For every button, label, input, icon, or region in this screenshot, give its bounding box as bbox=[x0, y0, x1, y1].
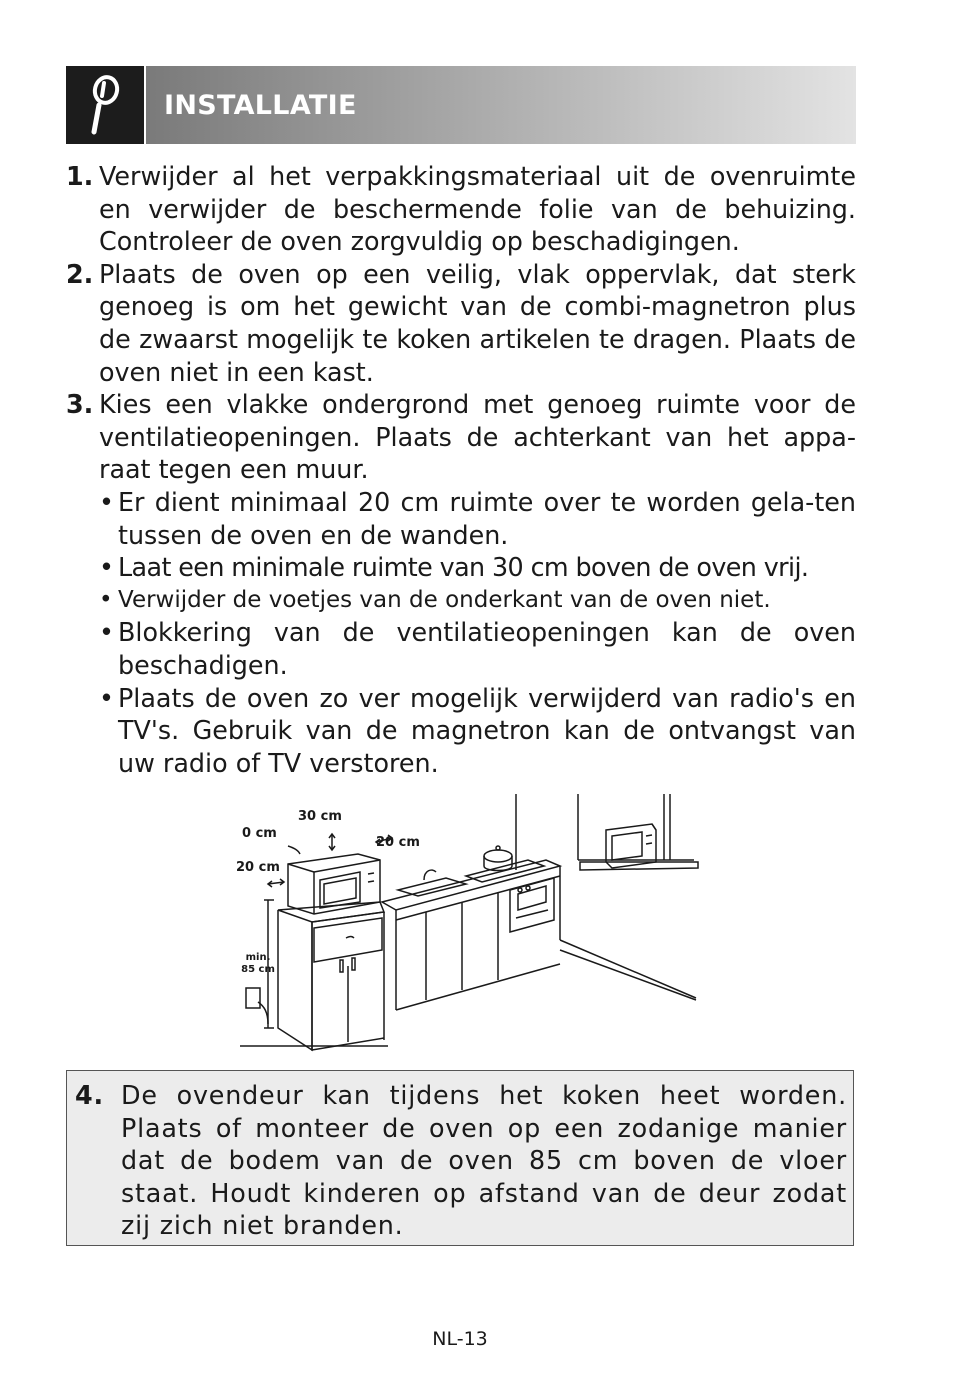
height-label-line2: 85 cm bbox=[241, 964, 275, 975]
step-1 bbox=[66, 160, 856, 258]
bullet-text: Blokkering van de ventilatieopeningen kan de oven beschadigen. bbox=[118, 617, 856, 680]
bullet-text: Verwijder de voetjes van de onderkant van de oven niet. bbox=[118, 586, 771, 613]
dimension-label-height bbox=[238, 952, 278, 976]
warning-note bbox=[75, 1079, 847, 1242]
bullet-text: Plaats de oven zo ver mogelijk verwijderd van radio's en TV's. Gebruik van de magnetron kan de ontvangst van uw radio of TV verstoren. bbox=[118, 682, 856, 778]
step-text: Verwijder al het verpakkingsmateriaal uit de ovenruimte en verwijder de beschermende folie van de behuizing. Controleer de oven zorgvuldig op beschadigingen. bbox=[99, 161, 856, 257]
step-number: 2. bbox=[66, 258, 94, 289]
dimension-label-left: 20 cm bbox=[236, 860, 280, 875]
bullet-symbol: • bbox=[99, 486, 114, 517]
instruction-list bbox=[66, 160, 856, 779]
page-number: NL-13 bbox=[432, 1328, 488, 1350]
bullet-item bbox=[66, 486, 856, 551]
bullet-item bbox=[66, 616, 856, 681]
dimension-label-right: 20 cm bbox=[376, 835, 420, 850]
kitchen-drawing bbox=[228, 790, 708, 1052]
warning-note-box bbox=[66, 1070, 854, 1246]
bullet-symbol: • bbox=[99, 682, 114, 713]
step-2 bbox=[66, 258, 856, 388]
section-header bbox=[66, 66, 856, 144]
step-number: 1. bbox=[66, 161, 94, 191]
exclamation-icon bbox=[66, 66, 144, 144]
note-text: De ovendeur kan tijdens het koken heet worden. Plaats of monteer de oven op een zodanige manier dat de bodem van de oven 85 cm boven de vloer staat. Houdt kinderen op afstand van de deur zodat zij zich niet branden. bbox=[121, 1080, 847, 1241]
bullet-item bbox=[66, 584, 856, 617]
note-number: 4. bbox=[75, 1080, 104, 1110]
bullet-list bbox=[66, 486, 856, 779]
dimension-label-top: 30 cm bbox=[298, 809, 342, 824]
dimension-label-back: 0 cm bbox=[242, 826, 277, 841]
step-text: Kies een vlakke ondergrond met genoeg ruimte voor de ventilatieopeningen. Plaats de achterkant van het appa-raat tegen een muur. bbox=[99, 389, 856, 485]
step-text: Plaats de oven op een veilig, vlak oppervlak, dat sterk genoeg is om het gewicht van de combi-magnetron plus de zwaarst mogelijk te koken artikelen te dragen. Plaats de oven niet in een kast. bbox=[99, 258, 856, 387]
bullet-symbol: • bbox=[99, 586, 113, 613]
page-title: INSTALLATIE bbox=[164, 89, 357, 121]
bullet-symbol: • bbox=[99, 552, 114, 583]
step-3 bbox=[66, 388, 856, 486]
bullet-text: Laat een minimale ruimte van 30 cm boven de oven vrij. bbox=[118, 552, 809, 583]
header-band bbox=[146, 66, 856, 144]
installation-illustration bbox=[228, 790, 708, 1052]
height-label-line1: min. bbox=[245, 952, 271, 963]
bullet-text: Er dient minimaal 20 cm ruimte over te worden gela-ten tussen de oven en de wanden. bbox=[118, 486, 856, 550]
bullet-symbol: • bbox=[99, 617, 114, 648]
step-number: 3. bbox=[66, 389, 94, 420]
bullet-item bbox=[66, 682, 856, 780]
bullet-item bbox=[66, 551, 856, 584]
